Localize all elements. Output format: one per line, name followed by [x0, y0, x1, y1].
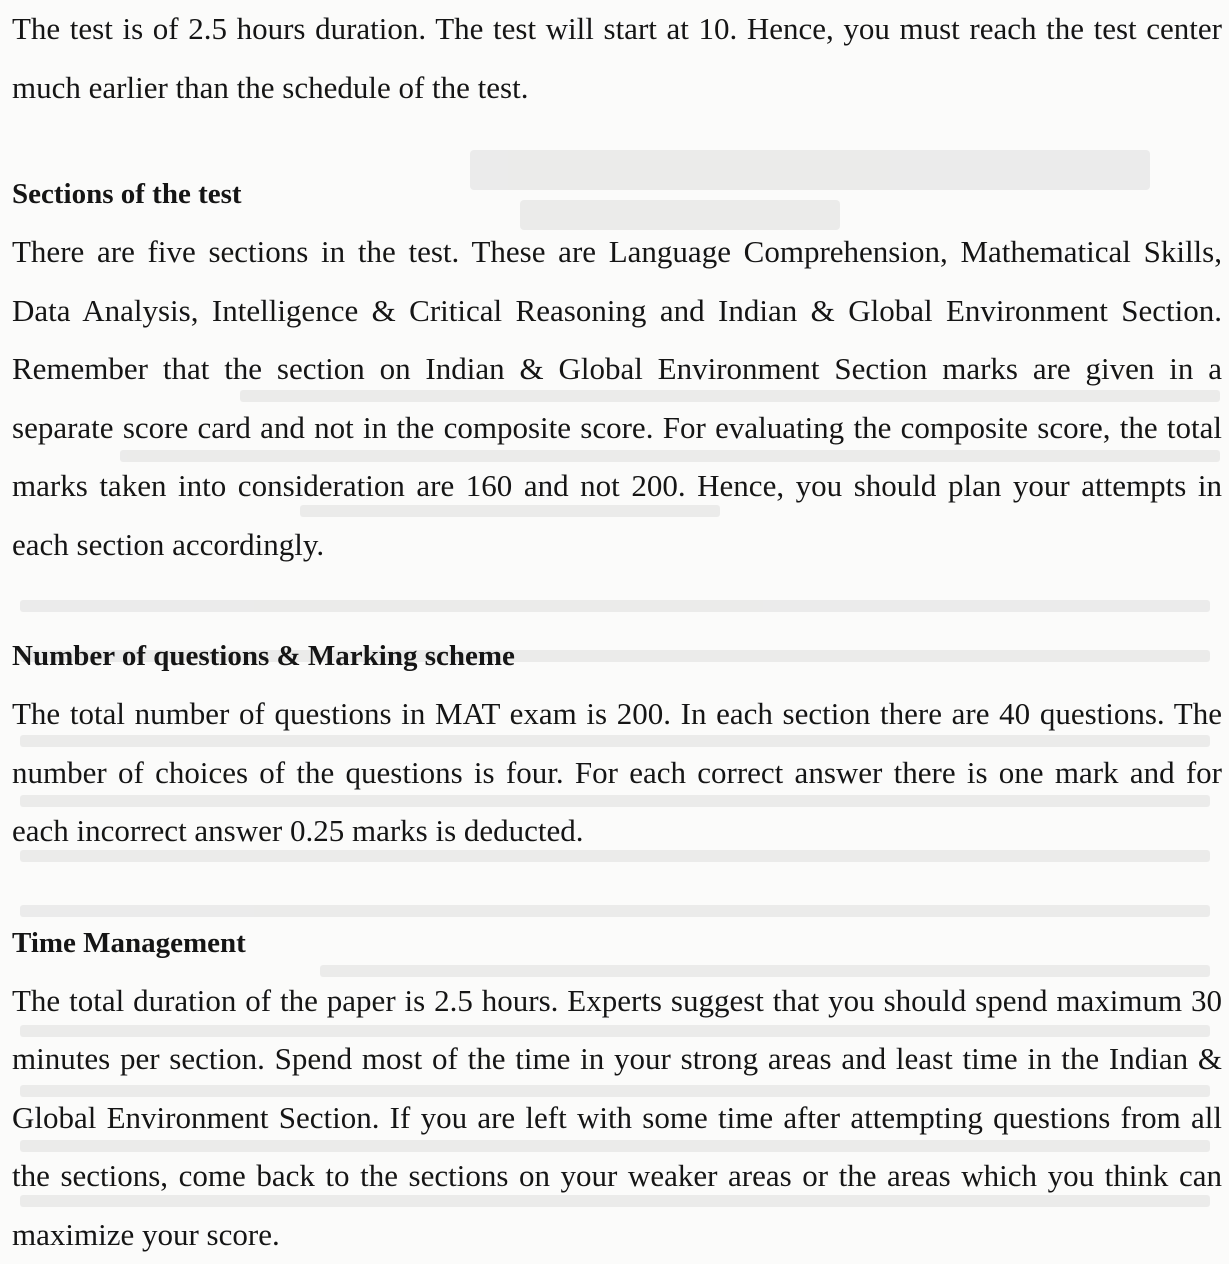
- paragraph-number-of-questions: The total number of questions in MAT exam is 200. In each section there are 40 questions. The number of choices of the questions is four. For each correct answer there is one mark and for each incorrect answer 0.25 marks is deducted.: [12, 685, 1222, 861]
- document-body: [12, 0, 1222, 1264]
- heading-time-management: Time Management: [12, 914, 1222, 972]
- heading-sections-of-the-test: Sections of the test: [12, 165, 1222, 223]
- paragraph-time-management: The total duration of the paper is 2.5 hours. Experts suggest that you should spend maximum 30 minutes per section. Spend most of the time in your strong areas and least time in the Indian & Global Environment Section. If you are left with some time after attempting questions from all the sections, come back to the sections on your weaker areas or the areas which you think can maximize your score.: [12, 972, 1222, 1264]
- paragraph-sections-of-the-test: There are five sections in the test. These are Language Comprehension, Mathematical Skills, Data Analysis, Intelligence & Critical Reasoning and Indian & Global Environment Section. Remember that the section on Indian & Global Environment Section marks are given in a separate score card and not in the composite score. For evaluating the composite score, the total marks taken into consideration are 160 and not 200. Hence, you should plan your attempts in each section accordingly.: [12, 223, 1222, 574]
- heading-number-of-questions: Number of questions & Marking scheme: [12, 627, 1222, 685]
- intro-paragraph: The test is of 2.5 hours duration. The test will start at 10. Hence, you must reach the test center much earlier than the schedule of the test.: [12, 0, 1222, 117]
